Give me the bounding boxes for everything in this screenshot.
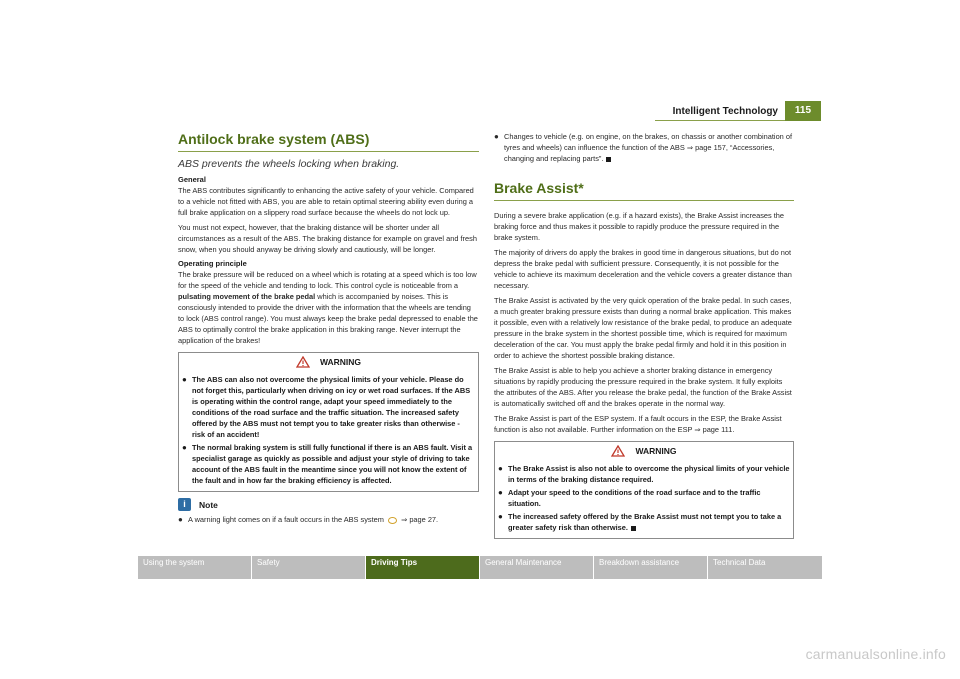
- tab-driving-tips[interactable]: Driving Tips: [366, 556, 480, 579]
- general-heading: General: [178, 175, 206, 184]
- tab-safety[interactable]: Safety: [252, 556, 366, 579]
- header-rule: [655, 120, 785, 121]
- abs-warning-box: [178, 352, 479, 492]
- brake-assist-warning-box: [494, 441, 794, 539]
- tab-technical-data[interactable]: Technical Data: [708, 556, 822, 579]
- brake-assist-paragraph-5: The Brake Assist is part of the ESP system. If a fault occurs in the ESP, the Brake Assist function is also not available. Further information on the ESP ⇒ page 111.: [494, 414, 782, 434]
- end-marker-icon: [631, 526, 636, 531]
- note-icon: i: [178, 498, 191, 511]
- warning-triangle-icon: [611, 445, 625, 457]
- abs-changes-bullet: ● Changes to vehicle (e.g. on engine, on the brakes, on chassis or another combination of tyres and wheels) can influence the function of the ABS ⇒ page 157, “Accessories, changing and replacing parts”.: [494, 132, 793, 163]
- tab-breakdown-assistance[interactable]: Breakdown assistance: [594, 556, 708, 579]
- brake-assist-heading: Brake Assist*: [494, 180, 794, 201]
- general-paragraph-1: The ABS contributes significantly to enhancing the active safety of your vehicle. Compared to a vehicle not fitted with ABS, you are able to retain optimal steering ability even during a full brake application on a slippery road surface because the wheels do not lock up.: [178, 186, 474, 217]
- page-number: 115: [785, 101, 821, 121]
- section-title: Intelligent Technology: [672, 106, 778, 117]
- brake-assist-paragraph-2: The majority of drivers do apply the brakes in good time in dangerous situations, but do not depress the brake pedal with sufficient pressure. Consequently, it is not possible for the vehicle to achieve its maximum deceleration and the vehicle covers a greater distance than necessary.: [494, 248, 792, 290]
- left-column: [178, 131, 479, 529]
- end-marker-icon: [606, 157, 611, 162]
- abs-warning-title: WARNING: [179, 353, 478, 371]
- tab-using-the-system[interactable]: Using the system: [138, 556, 252, 579]
- abs-warning-item: ● The normal braking system is still fully functional if there is an ABS fault. Visit a specialist garage as quickly as possible and adjust your style of driving to take account of the ABS fault in the meantime since you will not know the extent of the fault and in how far the braking efficiency is affected.: [182, 443, 473, 485]
- brake-assist-paragraph-4: The Brake Assist is able to help you achieve a shorter braking distance in emergency situations by rapidly producing the pressure required in the brake system. It fully exploits the attributes of the ABS. After you release the brake pedal, the function of the Brake Assist is automatically switched off and the brakes operate in the normal way.: [494, 366, 792, 408]
- brake-assist-paragraph-1: During a severe brake application (e.g. if a hazard exists), the Brake Assist increases the braking force and thus makes it possible to rapidly produce the pressure required in the brake system.: [494, 211, 785, 242]
- brake-assist-warning-title: WARNING: [495, 442, 793, 460]
- principle-paragraph: The brake pressure will be reduced on a wheel which is rotating at a speed which is too low for the speed of the vehicle and tending to lock. This control cycle is noticeable from a pulsating movement of the brake pedal which is accompanied by noises. This is consciously intended to provide the driver with the information that the wheels are tending to lock (ABS control range). You must always keep the brake pedal depressed to enable the ABS to optimally control the brake application in this braking range. Never interrupt the application of the brakes!: [178, 270, 478, 345]
- abs-warning-item: ● The ABS can also not overcome the physical limits of your vehicle. Please do not forget this, particularly when driving on icy or wet road surfaces. If the ABS is operating within the control range, adapt your speed immediately to the conditions of the road surface and the traffic situation. The increased safety offered by the ABS must not tempt you to take greater risks than otherwise - risk of an accident!: [182, 375, 471, 439]
- principle-heading: Operating principle: [178, 259, 247, 268]
- brake-assist-warning-item: ● The increased safety offered by the Brake Assist must not tempt you to take a greater safety risk than otherwise.: [498, 512, 782, 532]
- abs-heading: Antilock brake system (ABS): [178, 131, 479, 152]
- brake-assist-warning-item: ● The Brake Assist is also not able to overcome the physical limits of your vehicle in terms of the braking distance required.: [498, 464, 790, 484]
- abs-warning-light-icon: [388, 517, 397, 524]
- warning-triangle-icon: [296, 356, 310, 368]
- tab-general-maintenance[interactable]: General Maintenance: [480, 556, 594, 579]
- chapter-nav: [138, 556, 822, 579]
- note-item: ● A warning light comes on if a fault occurs in the ABS system ⇒ page 27.: [178, 515, 439, 524]
- brake-assist-warning-item: ● Adapt your speed to the conditions of the road surface and to the traffic situation.: [498, 488, 761, 508]
- general-paragraph-2: You must not expect, however, that the braking distance will be shorter under all circumstances as a result of the ABS. The braking distance for example on gravel and fresh snow, when you should anyway be driving slowly and cautiously, will be longer.: [178, 223, 477, 254]
- watermark: carmanualsonline.info: [805, 646, 946, 662]
- right-column: [494, 131, 794, 539]
- brake-assist-paragraph-3: The Brake Assist is activated by the very quick operation of the brake pedal. In such cases, a much greater braking pressure exists than during a normal brake application. This makes it possible, even with a relatively low resistance of the brake pedal, to produce an adequate pressure in the brake system in the shortest possible time, which is required for maximum deceleration of the car. You must apply the brake pedal firmly and hold it in this position in order to achieve the shortest possible braking distance.: [494, 296, 792, 360]
- note-title: i Note: [178, 498, 479, 511]
- abs-subtitle: ABS prevents the wheels locking when braking.: [178, 158, 400, 170]
